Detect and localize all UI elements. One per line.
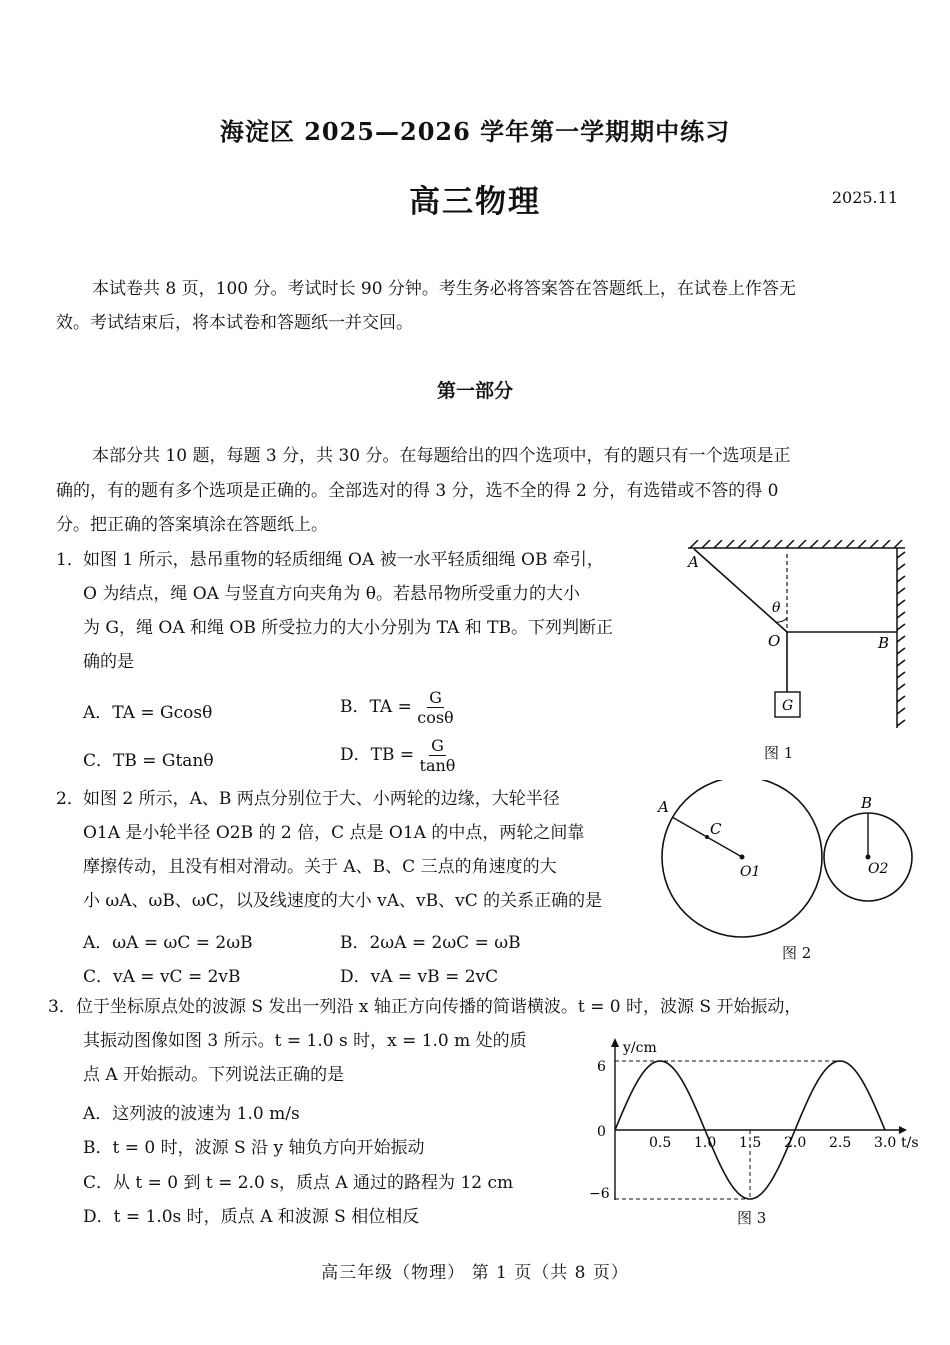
figure-2-caption: 图 2: [782, 944, 812, 962]
q2-option-c[interactable]: C．vA = vC = 2vB: [83, 967, 241, 987]
q1-option-d[interactable]: [340, 736, 455, 775]
numerator: G: [431, 736, 444, 755]
label-g: G: [782, 698, 794, 714]
denominator: cosθ: [417, 708, 454, 727]
numerator: G: [429, 688, 442, 707]
rope-oa: [694, 549, 787, 632]
x-tick-label: 1.5: [739, 1135, 762, 1151]
label-a: A: [658, 798, 669, 816]
ceiling-hatch: [688, 540, 905, 548]
x-axis-arrow: [899, 1126, 907, 1134]
fraction: [420, 736, 456, 775]
point-c: [705, 835, 709, 839]
q2-stem-line-3: 摩擦传动，且没有相对滑动。关于 A、B、C 三点的角速度的大: [83, 857, 557, 877]
denominator: tanθ: [419, 756, 456, 775]
q3-option-a[interactable]: A．这列波的波速为 1.0 m/s: [83, 1104, 300, 1124]
q1-stem-line-4: 确的是: [83, 652, 134, 672]
q2-stem-line-1: 如图 2 所示，A、B 两点分别位于大、小两轮的边缘，大轮半径: [83, 789, 560, 809]
x-axis-label: t/s: [901, 1135, 919, 1151]
x-tick-label: 2.5: [829, 1135, 852, 1151]
question-number: 1．: [56, 550, 84, 570]
label-b: B: [878, 634, 890, 652]
x-tick-label: 2.0: [784, 1135, 807, 1151]
figure-1: [680, 540, 910, 770]
q2-option-b[interactable]: B．2ωA = 2ωC = ωB: [340, 933, 521, 953]
y-tick-label: 6: [597, 1059, 606, 1075]
x-tick-label: 3.0: [874, 1135, 897, 1151]
part1-instructions-2: 确的，有的题有多个选项是正确的。全部选对的得 3 分，选不全的得 2 分，有选错或不答的得 0: [56, 481, 779, 501]
q1-option-b[interactable]: [340, 688, 454, 727]
question-number: 2．: [56, 789, 84, 809]
q3-option-c[interactable]: C．从 t = 0 到 t = 2.0 s，质点 A 通过的路程为 12 cm: [83, 1173, 514, 1193]
x-tick-label: 0.5: [649, 1135, 672, 1151]
figure-3: [585, 1030, 930, 1210]
exam-date: 2025.11: [831, 188, 898, 207]
q2-stem-line-4: 小 ωA、ωB、ωC，以及线速度的大小 vA、vB、vC 的关系正确的是: [83, 891, 603, 911]
exam-title: 海淀区 2025—2026 学年第一学期期中练习: [219, 117, 731, 146]
y-axis-label: y/cm: [623, 1040, 657, 1056]
label-o2: O2: [868, 861, 889, 877]
q1-option-a[interactable]: A．TA = Gcosθ: [83, 703, 213, 723]
angle-arc: [775, 618, 787, 622]
fraction: [417, 688, 453, 727]
y-tick-label: 0: [597, 1124, 606, 1140]
center-o1: [740, 855, 745, 860]
subject-title: 高三物理: [409, 184, 541, 220]
q2-option-d[interactable]: D．vA = vB = 2vC: [340, 967, 499, 987]
section-heading: 第一部分: [436, 380, 513, 402]
intro-line-2: 效。考试结束后，将本试卷和答题纸一并交回。: [56, 313, 413, 333]
intro-line-1: 本试卷共 8 页，100 分。考试时长 90 分钟。考生务必将答案答在答题纸上，在试卷上作答无: [92, 279, 796, 299]
figure-1-caption: 图 1: [764, 744, 794, 762]
y-tick-label: −6: [589, 1186, 610, 1202]
q1-stem-line-3: 为 G，绳 OA 和绳 OB 所受拉力的大小分别为 TA 和 TB。下列判断正: [83, 618, 613, 638]
q1-stem-line-2: O 为结点，绳 OA 与竖直方向夹角为 θ。若悬吊物所受重力的大小: [83, 584, 580, 604]
label-c: C: [710, 820, 722, 838]
q3-option-b[interactable]: B．t = 0 时，波源 S 沿 y 轴负方向开始振动: [83, 1138, 425, 1158]
y-axis-arrow: [611, 1038, 619, 1047]
part1-instructions-1: 本部分共 10 题，每题 3 分，共 30 分。在每题给出的四个选项中，有的题只有一个选项是正: [92, 446, 791, 466]
q1-option-d-prefix: D．TB =: [340, 745, 415, 765]
label-o: O: [768, 632, 781, 650]
center-o2: [866, 855, 871, 860]
label-b: B: [861, 794, 873, 812]
figure-3-caption: 图 3: [737, 1209, 767, 1227]
label-o1: O1: [740, 864, 761, 880]
x-tick-label: 1.0: [694, 1135, 717, 1151]
label-theta: θ: [772, 600, 781, 616]
q1-stem-line-1: 如图 1 所示，悬吊重物的轻质细绳 OA 被一水平轻质细绳 OB 牵引，: [83, 550, 604, 570]
wall-hatch: [897, 548, 905, 728]
q3-stem-line-2: 其振动图像如图 3 所示。t = 1.0 s 时，x = 1.0 m 处的质: [83, 1031, 527, 1051]
part1-instructions-3: 分。把正确的答案填涂在答题纸上。: [56, 515, 328, 535]
q2-stem-line-2: O1A 是小轮半径 O2B 的 2 倍，C 点是 O1A 的中点，两轮之间靠: [83, 823, 585, 843]
q3-option-d[interactable]: D．t = 1.0s 时，质点 A 和波源 S 相位相反: [83, 1207, 420, 1227]
figure-2: [650, 780, 925, 945]
q2-option-a[interactable]: A．ωA = ωC = 2ωB: [83, 933, 253, 953]
q3-stem-line-3: 点 A 开始振动。下列说法正确的是: [83, 1065, 345, 1085]
question-number: 3．: [48, 997, 76, 1017]
q1-option-b-prefix: B．TA =: [340, 697, 412, 717]
label-a: A: [688, 553, 699, 571]
page-footer: 高三年级（物理） 第 1 页（共 8 页）: [321, 1263, 629, 1283]
q3-stem-line-1: 位于坐标原点处的波源 S 发出一列沿 x 轴正方向传播的简谐横波。t = 0 时，波源 S 开始振动，: [76, 997, 802, 1017]
q1-option-c[interactable]: C．TB = Gtanθ: [83, 751, 214, 771]
